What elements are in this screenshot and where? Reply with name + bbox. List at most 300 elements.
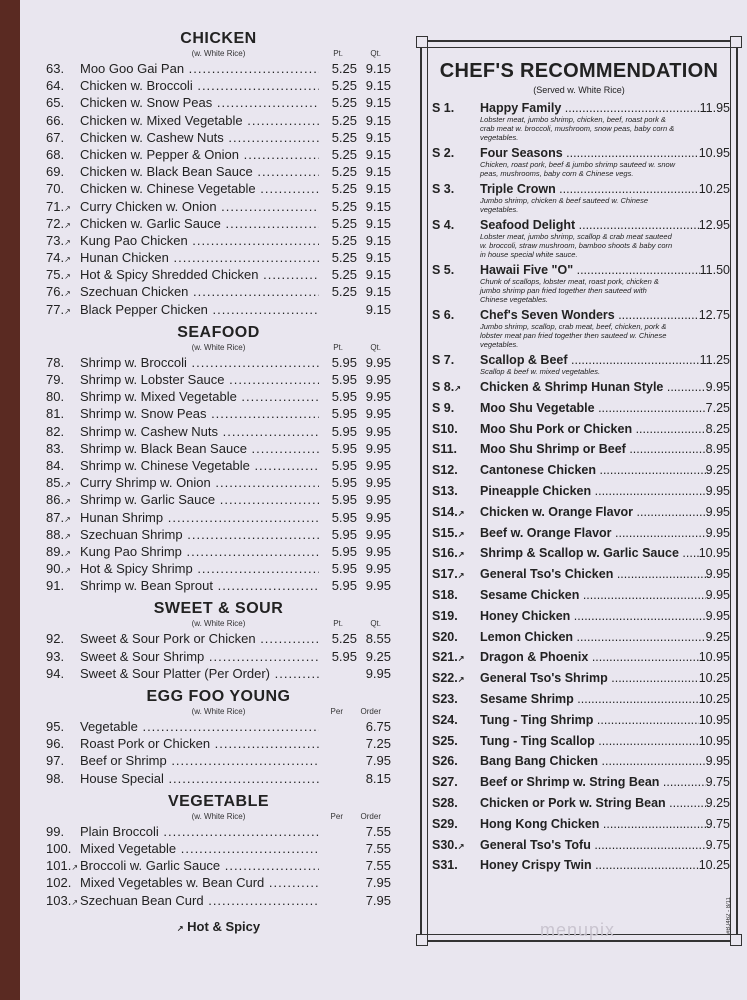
- item-number: [432, 401, 480, 415]
- item-price-small: 5.25: [331, 78, 357, 94]
- item-number-text: S31.: [432, 858, 458, 873]
- section-subheader: [46, 811, 391, 823]
- item-number: [432, 775, 480, 789]
- item-name: Black Pepper Chicken .....: [80, 301, 319, 318]
- item-price-large: 7.25: [365, 736, 391, 752]
- item-number-text: 72.: [46, 215, 65, 231]
- item-number-text: 83.: [46, 440, 65, 456]
- recommendation-row: [422, 463, 736, 477]
- item-name: Sesame Shrimp .....: [480, 692, 699, 706]
- item-number-text: 64.: [46, 78, 65, 94]
- item-number-text: 99.: [46, 823, 65, 839]
- item-number-text: S 5.: [432, 263, 455, 277]
- item-name: Tung - Ting Scallop .....: [480, 734, 699, 748]
- item-number: [46, 526, 80, 545]
- item-price-large: 9.15: [365, 164, 391, 180]
- item-number-text: 65.: [46, 95, 65, 111]
- spicy-icon: ↗: [457, 571, 465, 581]
- item-number-text: 89.: [46, 543, 65, 559]
- item-price: 9.95: [705, 380, 730, 394]
- item-price-large: 9.15: [365, 250, 391, 266]
- item-price: 10.95: [698, 146, 730, 160]
- item-number-text: 69.: [46, 164, 65, 180]
- rice-note: (w. White Rice): [191, 49, 246, 58]
- recommendation-row: [422, 263, 736, 277]
- recommendation-item: [422, 546, 736, 567]
- item-price: 9.75: [705, 837, 730, 852]
- item-name: Chef's Seven Wonders .....: [480, 308, 699, 322]
- menu-item: [46, 665, 391, 682]
- item-number: [46, 770, 80, 787]
- item-price-small: 5.95: [331, 372, 357, 387]
- item-price-small: 5.25: [331, 129, 357, 145]
- item-number: [46, 301, 80, 320]
- recommendation-item: [422, 630, 736, 651]
- rice-note: (w. White Rice): [191, 707, 246, 716]
- recommendation-item: [422, 838, 736, 859]
- menu-section-seafood: [46, 324, 391, 595]
- spicy-icon: ↗: [457, 841, 465, 851]
- item-price-large: 9.95: [365, 578, 391, 594]
- spicy-icon: ↗: [64, 272, 71, 282]
- item-number: [432, 588, 480, 602]
- item-price-large: 9.15: [365, 301, 391, 317]
- item-price-small: 5.25: [331, 631, 357, 647]
- panel-corner: [416, 934, 428, 946]
- panel-corner: [730, 934, 742, 946]
- item-number: [46, 94, 80, 111]
- item-number: [432, 567, 480, 581]
- recommendation-item: [422, 308, 736, 349]
- item-price-large: 7.55: [365, 858, 391, 874]
- item-number: [46, 718, 80, 735]
- section-title: SEAFOOD: [177, 323, 260, 341]
- item-number-text: S18.: [432, 587, 458, 602]
- item-name: Curry Chicken w. Onion .....: [80, 198, 319, 215]
- item-price-large: 9.95: [365, 389, 391, 405]
- item-price-large: 9.95: [365, 372, 391, 387]
- item-name: Tung - Ting Shrimp .....: [480, 713, 699, 727]
- item-name: Chicken w. Pepper & Onion .....: [80, 146, 319, 163]
- item-name: Moo Shu Pork or Chicken .....: [480, 422, 706, 436]
- item-name: Seafood Delight .....: [480, 218, 699, 232]
- item-price: 10.25: [698, 858, 730, 873]
- item-number-text: 66.: [46, 112, 65, 128]
- item-name: Broccoli w. Garlic Sauce .....: [80, 857, 319, 874]
- item-number: [46, 752, 80, 769]
- recommendation-item: [422, 609, 736, 630]
- item-name: General Tso's Tofu .....: [480, 838, 706, 852]
- menu-item: [46, 823, 391, 840]
- recommendation-row: [422, 713, 736, 727]
- item-number-text: S 2.: [432, 146, 455, 160]
- recommendation-item: [422, 182, 736, 214]
- recommendation-item: [422, 263, 736, 304]
- item-name: Chicken w. Broccoli .....: [80, 77, 319, 94]
- item-number: [46, 423, 80, 440]
- item-number-text: 85.: [46, 475, 65, 491]
- item-name: Chicken or Pork w. String Bean .....: [480, 796, 706, 810]
- item-price: 9.25: [705, 629, 730, 644]
- item-price-small: 5.25: [331, 164, 357, 180]
- menu-item: [46, 874, 391, 891]
- item-number-text: 68.: [46, 146, 65, 162]
- item-price: 11.50: [699, 263, 730, 277]
- item-name: Beef or Shrimp .....: [80, 752, 319, 769]
- item-price: 7.25: [705, 400, 730, 415]
- item-price: 9.25: [705, 463, 730, 478]
- item-price-small: 5.25: [331, 284, 357, 300]
- item-number: [432, 182, 480, 196]
- item-price-small: 5.95: [331, 389, 357, 405]
- item-price: 12.75: [698, 308, 730, 322]
- recommendation-row: [422, 353, 736, 367]
- item-number: [432, 442, 480, 456]
- item-name: Shrimp w. Mixed Vegetable .....: [80, 388, 319, 405]
- item-price-small: 5.25: [331, 215, 357, 231]
- menu-item: [46, 405, 391, 422]
- item-name: Chicken w. Chinese Vegetable .....: [80, 180, 319, 197]
- item-price: 9.95: [705, 754, 730, 769]
- item-name: Moo Shu Shrimp or Beef .....: [480, 442, 706, 456]
- item-number-text: 92.: [46, 631, 65, 647]
- spicy-icon: ↗: [454, 384, 461, 393]
- recommendation-row: [422, 838, 736, 852]
- item-name: Cantonese Chicken .....: [480, 463, 706, 477]
- item-name: Sweet & Sour Shrimp .....: [80, 648, 319, 665]
- item-name: Beef w. Orange Flavor .....: [480, 526, 706, 540]
- spicy-icon: ↗: [64, 255, 71, 265]
- item-name: Happy Family .....: [480, 101, 700, 115]
- section-subheader: [46, 706, 391, 718]
- recommendation-row: [422, 182, 736, 196]
- item-price-large: 6.75: [365, 719, 391, 734]
- item-number: [46, 60, 80, 77]
- item-price: 9.95: [705, 525, 730, 540]
- item-number-text: 73.: [46, 232, 65, 248]
- item-price: 10.95: [698, 733, 730, 748]
- item-number: [46, 892, 80, 911]
- recommendation-item: [422, 567, 736, 588]
- item-number: [46, 283, 80, 302]
- menu-item: [46, 354, 391, 371]
- item-number: [432, 734, 480, 748]
- panel-corner: [730, 36, 742, 48]
- chefs-recommendation-panel: [420, 40, 738, 942]
- section-subheader: [46, 618, 391, 630]
- item-price-small: 5.95: [331, 492, 357, 508]
- item-price-small: 5.95: [331, 440, 357, 456]
- menu-item: [46, 474, 391, 491]
- size-header: Pt.: [333, 619, 343, 629]
- item-price-large: 9.95: [365, 440, 391, 456]
- recommendation-row: [422, 567, 736, 581]
- recommendation-item: [422, 526, 736, 547]
- spicy-icon: ↗: [176, 923, 184, 933]
- menu-item: [46, 718, 391, 735]
- item-number: [46, 232, 80, 251]
- item-number: [432, 817, 480, 831]
- recommendation-row: [422, 218, 736, 232]
- spicy-icon: ↗: [71, 897, 79, 907]
- item-number: [46, 735, 80, 752]
- size-header: Order: [360, 707, 381, 716]
- menu-item: [46, 770, 391, 787]
- item-price-small: 5.95: [331, 354, 357, 370]
- item-price: 9.75: [705, 775, 730, 790]
- item-price: 8.25: [705, 421, 730, 436]
- item-number: [432, 609, 480, 623]
- spicy-icon: ↗: [64, 306, 71, 316]
- spicy-icon: ↗: [457, 550, 465, 560]
- recommendation-row: [422, 775, 736, 789]
- left-column: [46, 30, 391, 934]
- recommendation-item: [422, 692, 736, 713]
- menu-item: [46, 526, 391, 543]
- item-price: 9.95: [705, 504, 730, 519]
- item-price-small: 5.25: [331, 198, 357, 214]
- section-title: VEGETABLE: [167, 792, 270, 810]
- item-number: [46, 577, 80, 594]
- item-number-text: S 1.: [432, 101, 455, 115]
- menu-item: [46, 440, 391, 457]
- item-name: House Special .....: [80, 770, 319, 787]
- item-number-text: S 3.: [432, 182, 455, 196]
- menu-item: [46, 112, 391, 129]
- item-number: [46, 474, 80, 493]
- item-number-text: S17.: [432, 567, 458, 582]
- item-number-text: 98.: [46, 770, 65, 786]
- item-price-large: 8.55: [365, 631, 391, 647]
- item-number-text: 82.: [46, 423, 65, 439]
- item-name: Roast Pork or Chicken .....: [80, 735, 319, 752]
- item-price-large: 8.15: [365, 770, 391, 786]
- section-title: EGG FOO YOUNG: [146, 688, 291, 705]
- item-number-text: S10.: [432, 421, 458, 436]
- item-price: 10.95: [698, 712, 730, 727]
- section-title: SWEET & SOUR: [153, 600, 284, 618]
- menu-item: [46, 94, 391, 111]
- item-number: [46, 440, 80, 457]
- item-price-large: 9.95: [365, 526, 391, 542]
- item-price-large: 9.95: [365, 406, 391, 422]
- item-number: [46, 405, 80, 422]
- item-name: Mixed Vegetables w. Bean Curd .....: [80, 874, 319, 891]
- menu-item: [46, 543, 391, 560]
- item-number: [46, 457, 80, 474]
- item-name: General Tso's Chicken .....: [480, 567, 706, 581]
- item-description: Chicken, roast pork, beef & jumbo shrimp sauteed w. snow peas, mushrooms, baby corn & Chinese vegs.: [480, 160, 676, 178]
- recommendation-item: [422, 101, 736, 142]
- panel-corner: [416, 36, 428, 48]
- item-number-text: S20.: [432, 629, 458, 644]
- size-header: Order: [360, 811, 381, 821]
- item-name: Honey Chicken .....: [480, 609, 706, 623]
- item-number-text: 70.: [46, 181, 65, 197]
- item-number-text: 86.: [46, 492, 65, 508]
- item-number: [432, 146, 480, 160]
- recommendation-row: [422, 401, 736, 415]
- item-name: Sweet & Sour Pork or Chicken .....: [80, 630, 319, 647]
- item-price: 9.95: [705, 483, 730, 498]
- item-price-large: 9.15: [365, 112, 391, 128]
- recommendation-item: [422, 505, 736, 526]
- item-name: Sesame Chicken .....: [480, 588, 706, 602]
- item-number-text: 96.: [46, 736, 65, 752]
- item-name: Hunan Chicken .....: [80, 249, 319, 266]
- item-number: [46, 163, 80, 180]
- item-price-large: 9.25: [365, 648, 391, 664]
- recommendation-item: [422, 463, 736, 484]
- item-number-text: S23.: [432, 691, 458, 706]
- item-number-text: 103.: [46, 892, 72, 908]
- item-price-small: 5.25: [331, 95, 357, 111]
- recommendation-list: [422, 101, 736, 879]
- item-number: [46, 630, 80, 647]
- item-price-large: 7.55: [365, 823, 391, 839]
- size-header: Qt.: [370, 49, 381, 58]
- size-header: Qt.: [370, 619, 381, 629]
- menu-section-egg-foo-young: [46, 688, 391, 787]
- item-number: [46, 77, 80, 94]
- menu-section-sweet-sour: [46, 600, 391, 682]
- item-number-text: 91.: [46, 578, 65, 594]
- item-number: [432, 858, 480, 872]
- menu-item: [46, 648, 391, 665]
- item-price: 9.25: [705, 795, 730, 810]
- item-price: 9.75: [705, 816, 730, 831]
- item-number: [46, 840, 80, 857]
- item-name: Mixed Vegetable .....: [80, 840, 319, 857]
- item-number-text: S27.: [432, 775, 458, 790]
- spicy-icon: ↗: [71, 863, 79, 873]
- recommendation-row: [422, 650, 736, 664]
- item-number-text: 79.: [46, 372, 65, 387]
- menu-item: [46, 77, 391, 94]
- item-number: [46, 665, 80, 682]
- item-number-text: 100.: [46, 840, 72, 856]
- menu-item: [46, 198, 391, 215]
- menu-item: [46, 266, 391, 283]
- item-price-large: 9.95: [365, 475, 391, 491]
- recommendation-item: [422, 713, 736, 734]
- item-name: Lemon Chicken .....: [480, 630, 706, 644]
- menu-code: #BJ462 - 8/11: [726, 897, 732, 934]
- item-number-text: S26.: [432, 754, 458, 769]
- item-name: Hawaii Five "O" .....: [480, 263, 700, 277]
- item-name: Shrimp w. Bean Sprout .....: [80, 577, 319, 594]
- item-price-small: 5.25: [331, 146, 357, 162]
- item-number: [46, 874, 80, 891]
- size-header: Per: [330, 707, 343, 716]
- recommendation-item: [422, 754, 736, 775]
- menu-item: [46, 423, 391, 440]
- item-number: [46, 129, 80, 146]
- item-price: 10.25: [698, 182, 730, 196]
- item-name: General Tso's Shrimp .....: [480, 671, 699, 685]
- item-price: 9.95: [705, 567, 730, 582]
- spicy-icon: ↗: [457, 508, 465, 518]
- item-price-large: 9.15: [365, 78, 391, 94]
- item-number: [432, 526, 480, 540]
- item-number-text: 90.: [46, 561, 65, 577]
- size-header: Per: [330, 811, 343, 821]
- menu-item: [46, 509, 391, 526]
- spicy-icon: ↗: [64, 566, 71, 576]
- item-number-text: 101.: [46, 858, 72, 874]
- item-number: [46, 560, 80, 579]
- item-price-small: 5.25: [331, 112, 357, 128]
- legend-label: Hot & Spicy: [187, 918, 261, 934]
- item-price-large: 9.95: [365, 561, 391, 577]
- item-price: 11.25: [699, 353, 730, 367]
- item-price-large: 7.95: [365, 753, 391, 769]
- item-number-text: S30.: [432, 837, 458, 852]
- item-price-large: 9.15: [365, 284, 391, 300]
- menu-item: [46, 577, 391, 594]
- item-number-text: S28.: [432, 795, 458, 810]
- recommendation-row: [422, 546, 736, 560]
- item-number: [46, 215, 80, 234]
- item-name: Chicken w. Cashew Nuts .....: [80, 129, 319, 146]
- item-number: [46, 354, 80, 371]
- section-subheader: [46, 342, 391, 354]
- item-name: Hong Kong Chicken .....: [480, 817, 706, 831]
- item-price-large: 9.95: [365, 457, 391, 473]
- recommendation-item: [422, 796, 736, 817]
- item-name: Shrimp w. Garlic Sauce .....: [80, 491, 319, 508]
- item-name: Szechuan Bean Curd .....: [80, 892, 319, 909]
- recommendation-row: [422, 588, 736, 602]
- item-number: [46, 857, 80, 876]
- item-number-text: 80.: [46, 389, 65, 405]
- spicy-icon: ↗: [64, 480, 71, 490]
- recommendation-row: [422, 754, 736, 768]
- menu-item: [46, 163, 391, 180]
- item-price-small: 5.25: [331, 181, 357, 197]
- item-name: Szechuan Chicken .....: [80, 283, 319, 300]
- item-price: 9.95: [705, 587, 730, 602]
- spicy-icon: ↗: [64, 289, 71, 299]
- item-name: Chicken w. Mixed Vegetable .....: [80, 112, 319, 129]
- item-number-text: 93.: [46, 648, 65, 664]
- menu-page: [20, 0, 747, 1000]
- item-number-text: S19.: [432, 608, 458, 623]
- item-number: [46, 266, 80, 285]
- recommendation-row: [422, 422, 736, 436]
- item-name: Sweet & Sour Platter (Per Order) .....: [80, 665, 319, 682]
- item-name: Shrimp w. Chinese Vegetable .....: [80, 457, 319, 474]
- menu-item: [46, 146, 391, 163]
- item-price-small: 5.95: [331, 475, 357, 491]
- menu-item: [46, 857, 391, 874]
- item-number: [432, 463, 480, 477]
- item-name: Shrimp w. Lobster Sauce .....: [80, 371, 319, 388]
- recommendation-row: [422, 692, 736, 706]
- rice-note: (w. White Rice): [191, 811, 246, 821]
- item-number: [46, 509, 80, 528]
- item-price-large: 9.95: [365, 354, 391, 370]
- item-name: Chicken w. Black Bean Sauce .....: [80, 163, 319, 180]
- recommendation-row: [422, 526, 736, 540]
- menu-item: [46, 129, 391, 146]
- item-name: Dragon & Phoenix .....: [480, 650, 699, 664]
- item-number: [432, 796, 480, 810]
- item-number-text: 63.: [46, 61, 65, 76]
- item-price-large: 7.95: [365, 875, 391, 891]
- item-number: [432, 263, 480, 277]
- menu-item: [46, 180, 391, 197]
